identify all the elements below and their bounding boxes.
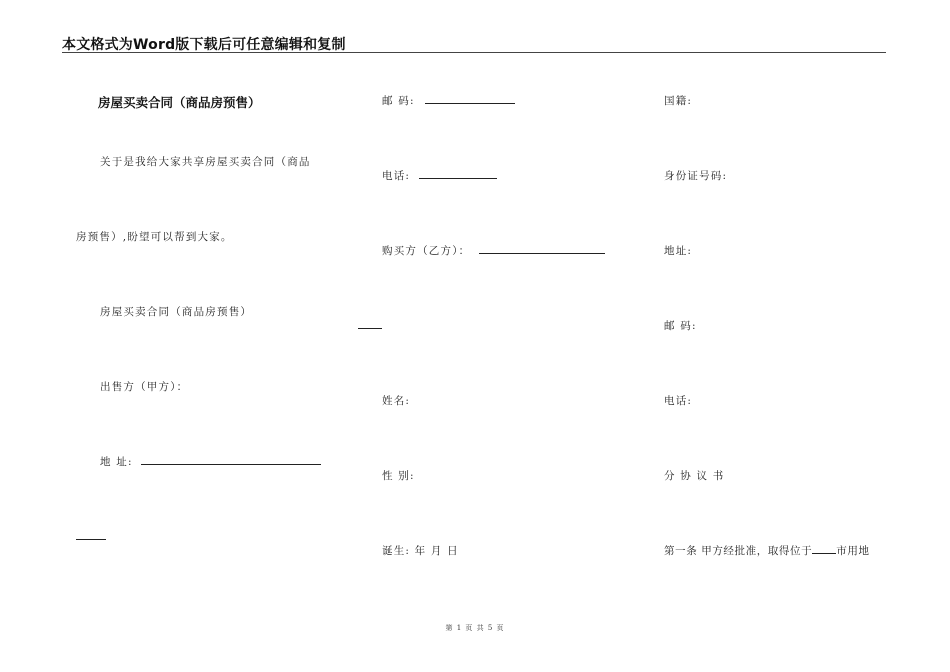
seller-address-row (100, 454, 321, 469)
article-1-suffix: 市用地 (836, 545, 870, 557)
seller-label: 出售方（甲方）： (100, 381, 189, 393)
header-divider (62, 52, 886, 53)
buyer-name-label: 姓名: (382, 395, 411, 407)
article-1-row (664, 543, 870, 558)
seller-phone-label: 电话: (382, 170, 411, 182)
page-number: 第 1 页 共 5 页 (445, 624, 505, 632)
seller-address-label: 地 址: (100, 456, 133, 468)
buyer-row (382, 243, 605, 258)
buyer-label: 购买方（乙方）： (382, 245, 471, 257)
contract-subtitle: 房屋买卖合同（商品房预售） (100, 306, 253, 318)
agreement-heading: 分 协 议 书 (664, 470, 725, 482)
buyer-blank (479, 243, 605, 254)
seller-postcode-blank (425, 93, 515, 104)
buyer-gender-label: 性 别: (382, 470, 415, 482)
article-1-prefix: 第一条 甲方经批准，取得位于 (664, 545, 813, 557)
seller-address-blank (141, 454, 321, 465)
article-1-blank (812, 543, 836, 554)
blank-line (358, 328, 382, 329)
buyer-address-label: 地址: (664, 245, 693, 257)
intro-line-1: 关于是我给大家共享房屋买卖合同（商品 (100, 156, 311, 168)
intro-line-2: 房预售）,盼望可以帮到大家。 (76, 231, 233, 243)
seller-postcode-label: 邮 码: (382, 95, 415, 107)
buyer-postcode-label: 邮 码: (664, 320, 697, 332)
buyer-phone-label: 电话: (664, 395, 693, 407)
seller-phone-blank (419, 168, 497, 179)
buyer-nationality-label: 国籍: (664, 95, 693, 107)
buyer-birth-label: 诞生: 年 月 日 (382, 545, 459, 557)
seller-phone-row (382, 168, 497, 183)
contract-title: 房屋买卖合同（商品房预售） (98, 95, 261, 110)
buyer-id-label: 身份证号码: (664, 170, 728, 182)
document-header-title: 本文格式为Word版下载后可任意编辑和复制 (62, 37, 346, 53)
blank-line (76, 539, 106, 540)
seller-postcode-row (382, 93, 515, 108)
